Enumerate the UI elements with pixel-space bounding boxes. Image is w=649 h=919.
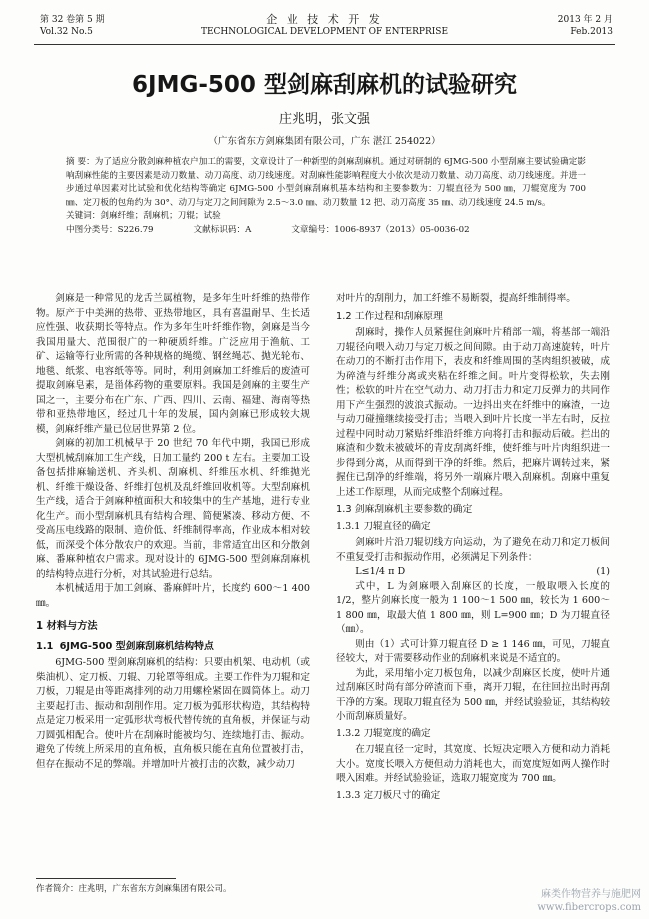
subsubsection-heading: 1.3.2 刀辊宽度的确定: [336, 727, 431, 739]
paragraph: 对叶片的刮削力，加工纤维不易断裂，提高纤维制得率。: [336, 293, 576, 304]
paper-authors: 庄兆明，张文强: [278, 112, 370, 127]
paragraph: 6JMG-500 型剑麻刮麻机的结构：只要由机架、电动机（或柴油机）、定刀板、刀辊、刀轮罩等组成。主要工作件为刀辊和定刀板，刀辊是由等距离排列的动刀用螺栓紧固在圆筒体上。动刀主要起打击、振动和刮削作用。定刀板为弧形状构造，其结构特点是定刀板采用一定弧形状弯板代替传统的直角板，并保证与动刀圆弧相配合。使叶片在刮麻时能被均匀、连续地打击、振动。避免了传统上所采用的直角板，直角板只能在直角位置被打击，但存在振动不足的弊端。并增加叶片被打击的次数，减少动刀: [36, 657, 310, 770]
footnote-rule: [36, 878, 176, 879]
subsection-title: 6JMG-500 型剑麻刮麻机结构特点: [59, 640, 214, 652]
subsubsection-heading: 1.3.1 刀辊直径的确定: [336, 520, 431, 532]
subsection-number: 1.1: [36, 640, 54, 652]
paragraph: 剑麻的初加工机械早于 20 世纪 70 年代中期，我国已形成大型机械刮麻加工生产线，日加工量约 200 t 左右。主要加工设备包括排麻输送机、齐头机、刮麻机、纤维压水机、纤维抛光机、纤维干燥设备、纤维打包机及乱纤维回收机等。大型刮麻机生产线，适合于剑麻种植面积大和较集中的生产基地，进行专业化生产。而小型刮麻机具有结构合理、简便紧凑、移动方便、不受高压电线路的限制、造价低、纤维制得率高，作业成本相对较低，而深受个体分散农户的欢迎。当前，非常适宜出区和分散剑麻、番麻种植农户需求。现对设计的 6JMG-500 型剑麻刮麻机的结构特点进行分析，对其试验进行总结。: [36, 438, 310, 580]
left-column: [36, 292, 310, 772]
paragraph: 剑麻叶片沿刀辊切线方向运动，为了避免在动刀和定刀板间不重复受打击和振动作用，必须满足下列条件：: [336, 537, 610, 563]
journal-date-en: Feb.2013: [570, 27, 613, 37]
paragraph: 式中，L 为剑麻喂入刮麻区的长度，一般取喂入长度的 1/2，整片剑麻长度一般为 1 100～1 500 ㎜，较长为 1 600～1 800 ㎜，取最大值 1 800 ㎜，则 L=900 ㎜；D 为刀辊直径（㎜）。: [336, 580, 610, 635]
header-rule: [34, 44, 615, 45]
journal-volume-en: Vol.32 No.5: [40, 27, 93, 37]
watermark-name: 麻类作物营养与施肥网: [541, 889, 641, 900]
paper-affiliation: （广东省东方剑麻集团有限公司，广东 湛江 254022）: [208, 136, 441, 147]
classification-row: [66, 224, 586, 238]
paragraph: 则由（1）式可计算刀辊直径 D ≥ 1 146 ㎜，可见，刀辊直径较大，对于需要移动作业的刮麻机来说是不适宜的。: [336, 638, 610, 664]
equation-number: (1): [596, 566, 610, 577]
journal-date-cn: 2013 年 2 月: [557, 15, 613, 25]
subsection-heading: [36, 640, 310, 655]
journal-name-cn: 企 业 技 术 开 发: [266, 13, 383, 26]
paragraph: 刮麻时，操作人员紧握住剑麻叶片稍部一端，将基部一端沿刀辊径向喂入动刀与定刀板之间间隙。由于动刀高速旋转，叶片在动刀的不断打击作用下，表皮和纤维周围的茎肉组织被破，成为碎渣与纤维分离或夹粘在纤维之间。叶片变得松软，失去刚性；松软的叶片在空气动力、动刀打击力和定刀反弹力的共同作用下产生强烈的波浪式振动。一边抖出夹在纤维中的麻渣，一边与动刀碰撞继续接受打击；当喂入到叶片长度一半左右时，反拉过程中同时动刀紧贴纤维沿纤维方向将打击和振动后破。拦出的麻渣和少数未被破坏的青皮刮离纤维，使纤维与叶片肉组织进一步得到分离，从而得到干净的纤维。然后，把麻片调转过来，紧握住已刮净的纤维端，将另外一端麻片喂入刮麻机。刮麻中重复上述工作原理，从而完成整个刮麻过程。: [336, 327, 610, 498]
equation: [336, 565, 610, 580]
paragraph: 在刀辊直径一定时，其宽度、长短决定喂入方便和动力消耗大小。宽度长喂入方便但动力消耗也大，而宽度短如两人操作时喂入困难。并经试验验证，选取刀辊宽度为 700 ㎜。: [336, 744, 610, 784]
document-code: 文献标识码：A: [193, 224, 252, 235]
paragraph: 本机械适用于加工剑麻、番麻鲜叶片，长度约 600～1 400 ㎜。: [36, 583, 310, 609]
paragraph: 剑麻是一种常见的龙舌兰属植物，是多年生叶纤维的热带作物。原产于中美洲的热带、亚热带地区，具有喜温耐旱、生长适应性强、收获期长等特点。作为多年生叶纤维作物，剑麻是当今我国用量大、范围很广的一种硬质纤维。广泛应用于渔航、工矿、运输等行业所需的各种规格的绳缆、钢丝绳芯、抛光轮布、地毯、纸浆、电容纸等等。同时，利用剑麻加工纤维后的废渣可提取剑麻皂素，是甾体药物的重要原料。我国是剑麻的主要生产国之一，主要分布在广东、广西、四川、云南、福建、海南等热带和亚热带地区，经过几十年的发展，国内剑麻已形成较大规模，剑麻纤维产量已位居世界第 2 位。: [36, 293, 310, 435]
abstract-block: [66, 156, 586, 238]
watermark: [537, 888, 641, 914]
subsection-heading: 1.2 工作过程和刮麻原理: [336, 310, 443, 322]
journal-name-en: TECHNOLOGICAL DEVELOPMENT OF ENTERPRISE: [200, 27, 449, 37]
section-heading: 1 材料与方法: [36, 621, 98, 632]
keywords: 关键词：剑麻纤维；刮麻机；刀辊；试验: [66, 211, 221, 222]
journal-volume-cn: 第 32 卷第 5 期: [40, 15, 105, 25]
right-column: [336, 292, 610, 805]
author-footnote: 作者简介：庄兆明，广东省东方剑麻集团有限公司。: [36, 884, 232, 894]
paper-title: 6JMG-500 型剑麻刮麻机的试验研究: [132, 72, 517, 98]
paragraph: 为此，采用缩小定刀板包角，以减少刮麻区长度，使叶片通过刮麻区时尚有部分碎渣而下垂，离开刀辊，在往回拉出时再刮干净的方案。现取刀辊直径为 500 ㎜，并经试验验证，其结构较小而刮麻质量好。: [336, 667, 610, 722]
subsubsection-heading: 1.3.3 定刀板尺寸的确定: [336, 789, 441, 801]
article-number: 文章编号：1006-8937（2013）05-0036-02: [291, 224, 470, 235]
class-number: 中图分类号：S226.79: [66, 224, 154, 235]
watermark-url: www.fibercrops.com: [537, 902, 641, 913]
journal-date: [558, 14, 613, 38]
subsection-heading: 1.3 剑麻刮麻机主要参数的确定: [336, 504, 473, 515]
journal-name: [0, 14, 649, 38]
equation-body: L≤1/4 π D: [355, 566, 406, 577]
abstract: 摘 要：为了适应分散剑麻种植农户加工的需要，文章设计了一种新型的剑麻刮麻机。通过对研制的 6JMG-500 小型刮麻主要试验确定影响刮麻性能的主要因素是动刀数量、动刀高度、动刀线速度。对刮麻性能影响程度大小依次是动刀数量、动刀高度、动刀线速度。并进一步通过单因素对比试验和优化结构等确定 6JMG-500 小型剑麻刮麻机基本结构和主要参数为：刀辊直径为 500 ㎜，刀辊宽度为 700 ㎜、定刀板的包角约为 30°、动刀与定刀之间间隙为 2.5～3.0 ㎜、动刀数量 12 把、动刀高度 35 ㎜、动刀线速度 24.5 m/s。: [66, 157, 586, 208]
